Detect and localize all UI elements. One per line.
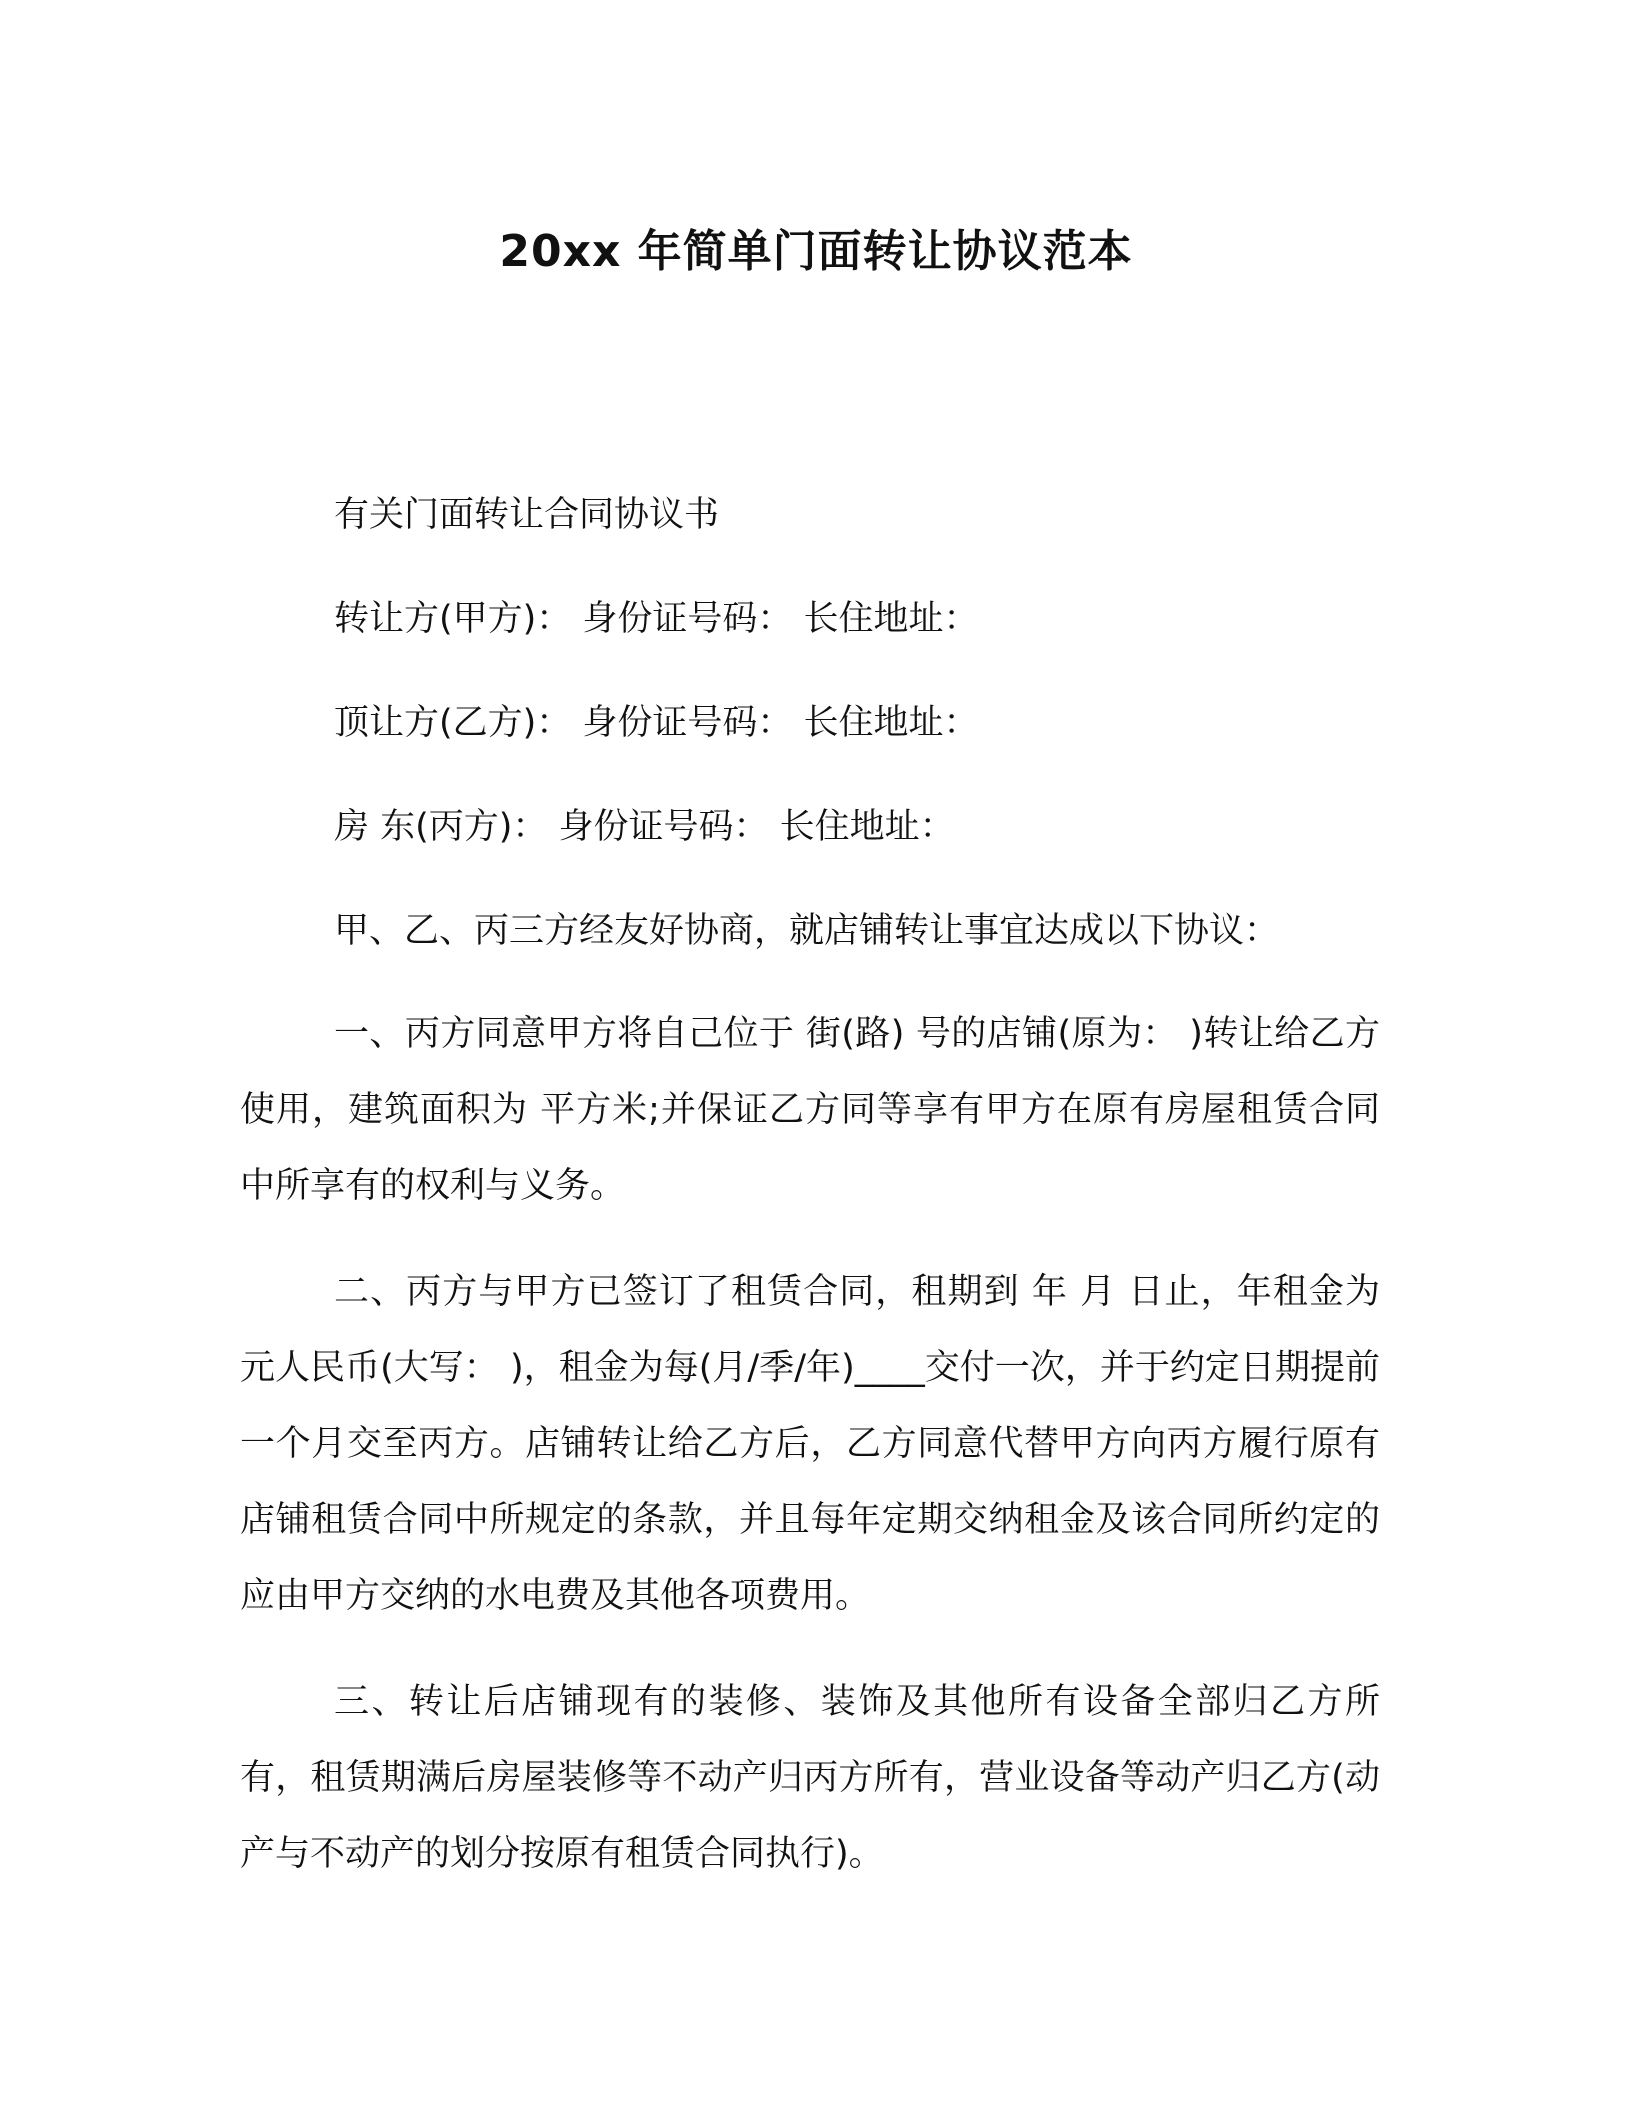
clause-3: 三、转让后店铺现有的装修、装饰及其他所有设备全部归乙方所有，租赁期满后房屋装修等不动产归丙方所有，营业设备等动产归乙方(动产与不动产的划分按原有租赁合同执行)。: [240, 1682, 1380, 1874]
document-body: [240, 490, 1380, 1922]
clause-1: 一、丙方同意甲方将自己位于 街(路) 号的店铺(原为： )转让给乙方使用，建筑面积为 平方米;并保证乙方同等享有甲方在原有房屋租赁合同中所享有的权利与义务。: [240, 1014, 1380, 1206]
party-b-line: 顶让方(乙方)： 身份证号码： 长住地址：: [334, 703, 979, 743]
clause-2: 二、丙方与甲方已签订了租赁合同，租期到 年 月 日止，年租金为 元人民币(大写： )，租金为每(月/季/年)____交付一次，并于约定日期提前一个月交至丙方。店铺转让给乙方后，乙方同意代替甲方向丙方履行原有店铺租赁合同中所规定的条款，并且每年定期交纳租金及该合同所约定的应由甲方交纳的水电费及其他各项费用。: [240, 1272, 1380, 1616]
contract-heading: 有关门面转让合同协议书: [334, 495, 720, 535]
intro-line: 甲、乙、丙三方经友好协商，就店铺转让事宜达成以下协议：: [334, 911, 1280, 951]
party-a-line: 转让方(甲方)： 身份证号码： 长住地址：: [334, 599, 979, 639]
party-c-line: 房 东(丙方)： 身份证号码： 长住地址：: [334, 807, 955, 847]
document-title: 20xx 年简单门面转让协议范本: [499, 226, 1133, 277]
